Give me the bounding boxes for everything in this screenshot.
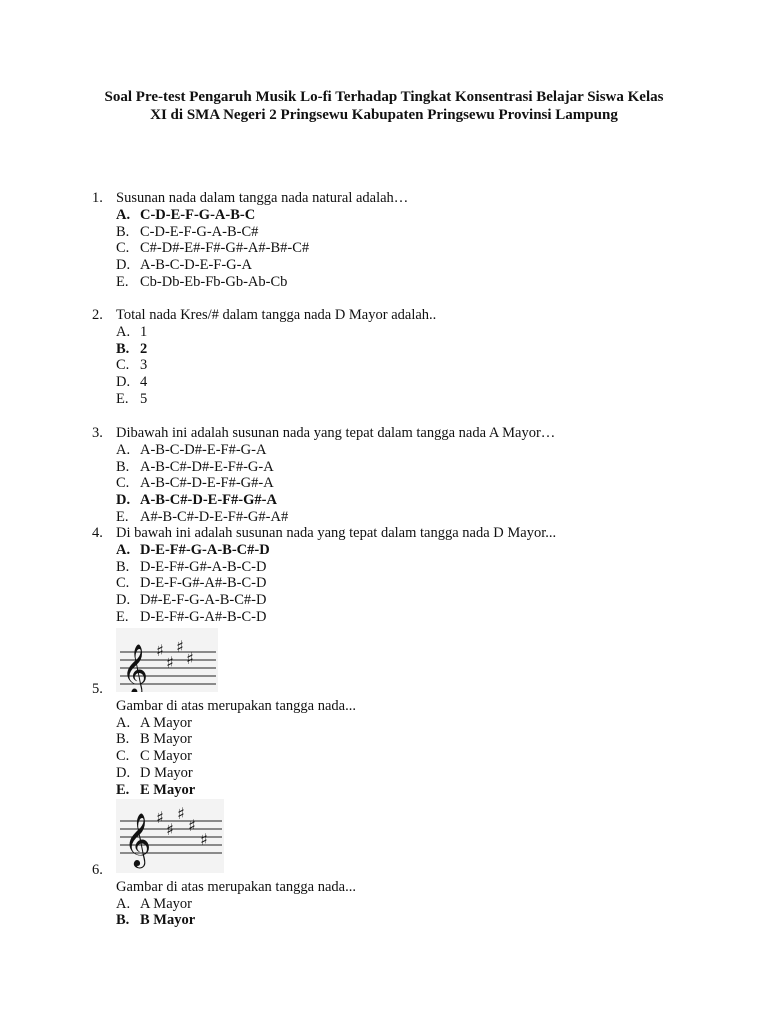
option-letter: D. — [116, 492, 131, 509]
option-d — [92, 492, 712, 509]
option-letter: C. — [116, 475, 130, 492]
question-stem — [92, 307, 712, 324]
option-letter: D. — [116, 764, 131, 781]
option-letter: C. — [116, 575, 130, 592]
question-number: 2. — [92, 307, 103, 323]
question-3 — [92, 425, 712, 526]
option-text: D-E-F#-G-A#-B-C-D — [140, 608, 267, 625]
option-letter: A. — [116, 541, 131, 558]
option-letter: D. — [116, 374, 131, 391]
option-letter: A. — [116, 441, 131, 458]
option-letter: C. — [116, 357, 130, 374]
sharp-icon: ♯ — [166, 653, 174, 672]
option-d — [92, 765, 712, 782]
option-a — [92, 542, 712, 559]
question-text: Total nada Kres/# dalam tangga nada D Mayor adalah.. — [116, 307, 437, 323]
option-text: C-D-E-F-G-A-B-C — [140, 206, 256, 223]
option-text: A#-B-C#-D-E-F#-G#-A# — [140, 508, 289, 525]
option-d — [92, 374, 712, 391]
option-text: C-D-E-F-G-A-B-C# — [140, 223, 259, 240]
question-number: 4. — [92, 525, 103, 541]
option-letter: E. — [116, 390, 129, 407]
option-text: 1 — [140, 323, 148, 340]
option-letter: B. — [116, 558, 130, 575]
option-text: C#-D#-E#-F#-G#-A#-B#-C# — [140, 240, 310, 257]
question-5 — [92, 681, 712, 799]
option-letter: E. — [116, 508, 129, 525]
option-text: B Mayor — [140, 912, 196, 929]
treble-clef-icon: 𝄞 — [124, 812, 152, 866]
option-c — [92, 748, 712, 765]
option-b — [92, 559, 712, 576]
option-text: A-B-C#-D-E-F#-G#-A — [140, 492, 277, 509]
option-letter: B. — [116, 912, 130, 929]
option-letter: E. — [116, 273, 129, 290]
option-c — [92, 575, 712, 592]
option-text: A Mayor — [140, 895, 192, 912]
option-text: A Mayor — [140, 714, 192, 731]
option-b — [92, 731, 712, 748]
question-text: Dibawah ini adalah susunan nada yang tepat dalam tangga nada A Mayor… — [116, 425, 556, 441]
title-line-2: XI di SMA Negeri 2 Pringsewu Kabupaten Pringsewu Provinsi Lampung — [150, 107, 618, 123]
title-line-1: Soal Pre-test Pengaruh Musik Lo-fi Terhadap Tingkat Konsentrasi Belajar Siswa Kelas — [104, 89, 664, 105]
question-number: 3. — [92, 425, 103, 441]
question-2 — [92, 307, 712, 408]
option-a — [92, 896, 712, 913]
option-letter: D. — [116, 257, 131, 274]
question-6 — [92, 862, 712, 929]
option-text: D Mayor — [140, 764, 193, 781]
question-stem — [92, 525, 712, 542]
sharp-icon: ♯ — [200, 830, 208, 849]
option-text: D-E-F#-G-A-B-C#-D — [140, 541, 270, 558]
question-text: Gambar di atas merupakan tangga nada... — [116, 697, 356, 714]
option-text: Cb-Db-Eb-Fb-Gb-Ab-Cb — [140, 273, 288, 290]
sharp-icon: ♯ — [176, 637, 184, 656]
option-text: D-E-F-G#-A#-B-C-D — [140, 575, 267, 592]
option-letter: B. — [116, 223, 130, 240]
option-letter: A. — [116, 206, 131, 223]
option-letter: A. — [116, 714, 131, 731]
option-b — [92, 341, 712, 358]
question-text: Di bawah ini adalah susunan nada yang tepat dalam tangga nada D Mayor... — [116, 525, 557, 541]
option-e — [92, 509, 712, 526]
option-text: A-B-C#-D-E-F#-G#-A — [140, 475, 274, 492]
option-letter: A. — [116, 895, 131, 912]
option-text: 2 — [140, 340, 148, 357]
option-e — [92, 274, 712, 291]
question-stem — [92, 862, 712, 879]
option-e — [92, 609, 712, 626]
option-b — [92, 224, 712, 241]
option-text: A-B-C-D#-E-F#-G-A — [140, 441, 267, 458]
option-letter: D. — [116, 592, 131, 609]
option-a — [92, 442, 712, 459]
question-number: 5. — [92, 681, 103, 697]
question-text: Susunan nada dalam tangga nada natural adalah… — [116, 190, 409, 206]
sharp-icon: ♯ — [166, 820, 174, 839]
sharp-icon: ♯ — [177, 804, 185, 823]
option-c — [92, 475, 712, 492]
sharp-icon: ♯ — [186, 649, 194, 668]
option-text: C Mayor — [140, 748, 192, 765]
question-stem — [92, 190, 712, 207]
sharp-icon: ♯ — [188, 816, 196, 835]
option-letter: B. — [116, 458, 130, 475]
option-letter: C. — [116, 240, 130, 257]
option-text: 3 — [140, 357, 148, 374]
question-stem — [92, 425, 712, 442]
option-letter: B. — [116, 340, 130, 357]
option-letter: B. — [116, 731, 130, 748]
option-e — [92, 782, 712, 799]
option-b — [92, 912, 712, 929]
question-stem — [92, 681, 712, 698]
option-a — [92, 324, 712, 341]
question-text: Gambar di atas merupakan tangga nada... — [116, 878, 356, 895]
option-letter: A. — [116, 323, 131, 340]
sharp-icon: ♯ — [156, 641, 164, 660]
option-text: E Mayor — [140, 781, 196, 798]
option-letter: E. — [116, 608, 129, 625]
question-4 — [92, 525, 712, 626]
option-letter: C. — [116, 748, 130, 765]
option-a — [92, 715, 712, 732]
option-text: 4 — [140, 374, 148, 391]
option-e — [92, 391, 712, 408]
treble-clef-icon: 𝄞 — [122, 644, 149, 692]
option-c — [92, 357, 712, 374]
option-text: 5 — [140, 390, 148, 407]
sharp-icon: ♯ — [156, 808, 164, 827]
option-text: D-E-F#-G#-A-B-C-D — [140, 558, 267, 575]
option-text: A-B-C#-D#-E-F#-G-A — [140, 458, 274, 475]
option-d — [92, 257, 712, 274]
question-number: 6. — [92, 862, 103, 878]
option-letter: E. — [116, 781, 130, 798]
option-d — [92, 592, 712, 609]
option-b — [92, 459, 712, 476]
option-text: B Mayor — [140, 731, 192, 748]
option-c — [92, 240, 712, 257]
option-text: A-B-C-D-E-F-G-A — [140, 257, 252, 274]
question-number: 1. — [92, 190, 103, 206]
document-title — [60, 88, 708, 124]
option-a — [92, 207, 712, 224]
option-text: D#-E-F-G-A-B-C#-D — [140, 592, 267, 609]
question-1 — [92, 190, 712, 291]
